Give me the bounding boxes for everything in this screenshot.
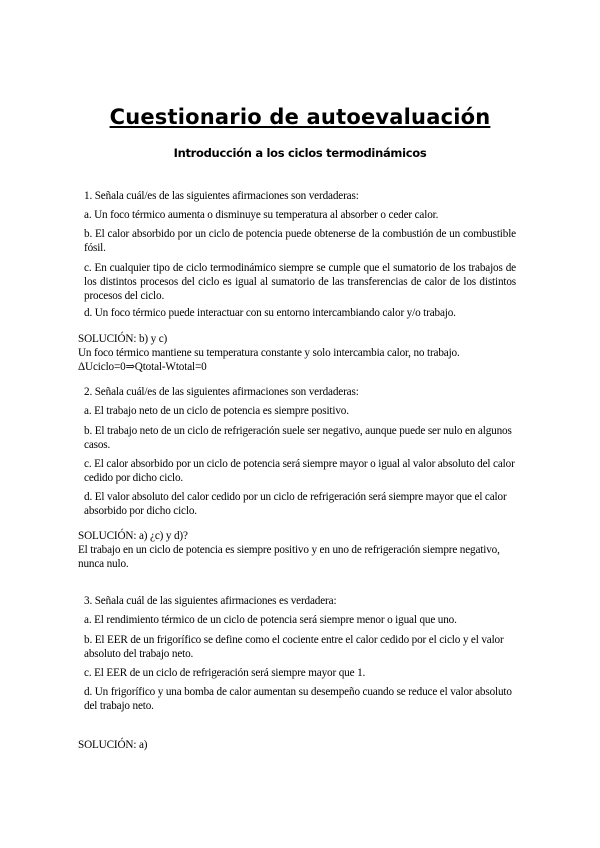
question-2-explanation-1: El trabajo en un ciclo de potencia es siempre positivo y en uno de refrigeración siempre negativo, nunca nulo.: [78, 544, 500, 570]
question-2-solution-block: [78, 529, 518, 571]
document-title: Cuestionario de autoevaluación: [109, 105, 491, 129]
question-3-option-a: a. El rendimiento térmico de un ciclo de potencia será siempre menor o igual que uno.: [84, 614, 457, 626]
question-3-prompt: 3. Señala cuál de las siguientes afirmaciones es verdadera:: [84, 595, 337, 607]
question-1-explanation-2: ΔUciclo=0⇒Qtotal-Wtotal=0: [78, 361, 207, 373]
question-2-solution: SOLUCIÓN: a) ¿c) y d)?: [78, 530, 188, 542]
question-2-option-c: c. El calor absorbido por un ciclo de potencia será siempre mayor o igual al valor absoluto del calor cedido por dicho ciclo.: [84, 458, 515, 484]
question-1-option-a: a. Un foco térmico aumenta o disminuye su temperatura al absorber o ceder calor.: [84, 209, 439, 221]
question-1-option-d: d. Un foco térmico puede interactuar con su entorno intercambiando calor y/o trabajo.: [84, 307, 456, 319]
question-3-solution: SOLUCIÓN: a): [78, 739, 148, 751]
question-3-option-b: b. El EER de un frigorífico se define como el cociente entre el calor cedido por el ciclo y el valor absoluto del trabajo neto.: [84, 634, 504, 660]
question-1-option-b: b. El calor absorbido por un ciclo de potencia puede obtenerse de la combustión de un combustible fósil.: [84, 228, 516, 254]
question-3-option-c: c. El EER de un ciclo de refrigeración será siempre mayor que 1.: [84, 667, 366, 679]
document-subtitle: Introducción a los ciclos termodinámicos: [173, 146, 427, 160]
question-2-option-d: d. El valor absoluto del calor cedido por un ciclo de refrigeración será siempre mayor que el calor absorbido por dicho ciclo.: [84, 491, 507, 517]
question-2-prompt: 2. Señala cuál/es de las siguientes afirmaciones son verdaderas:: [84, 386, 359, 398]
question-3-solution-block: [78, 738, 518, 752]
question-1-option-c: c. En cualquier tipo de ciclo termodinámico siempre se cumple que el sumatorio de los trabajos de los distintos procesos del ciclo es igual al sumatorio de las transferencias de calor de los distintos procesos del ciclo.: [84, 262, 516, 302]
question-3-option-d: d. Un frigorífico y una bomba de calor aumentan su desempeño cuando se reduce el valor absoluto del trabajo neto.: [84, 686, 512, 712]
question-2-option-b: b. El trabajo neto de un ciclo de refrigeración suele ser negativo, aunque puede ser nulo en algunos casos.: [84, 425, 512, 451]
question-1-prompt: 1. Señala cuál/es de las siguientes afirmaciones son verdaderas:: [84, 190, 359, 202]
question-1-solution: SOLUCIÓN: b) y c): [78, 333, 168, 345]
question-1-explanation-1: Un foco térmico mantiene su temperatura constante y solo intercambia calor, no trabajo.: [78, 347, 460, 359]
question-1-solution-block: [78, 332, 518, 374]
question-2-option-a: a. El trabajo neto de un ciclo de potencia es siempre positivo.: [84, 405, 349, 417]
